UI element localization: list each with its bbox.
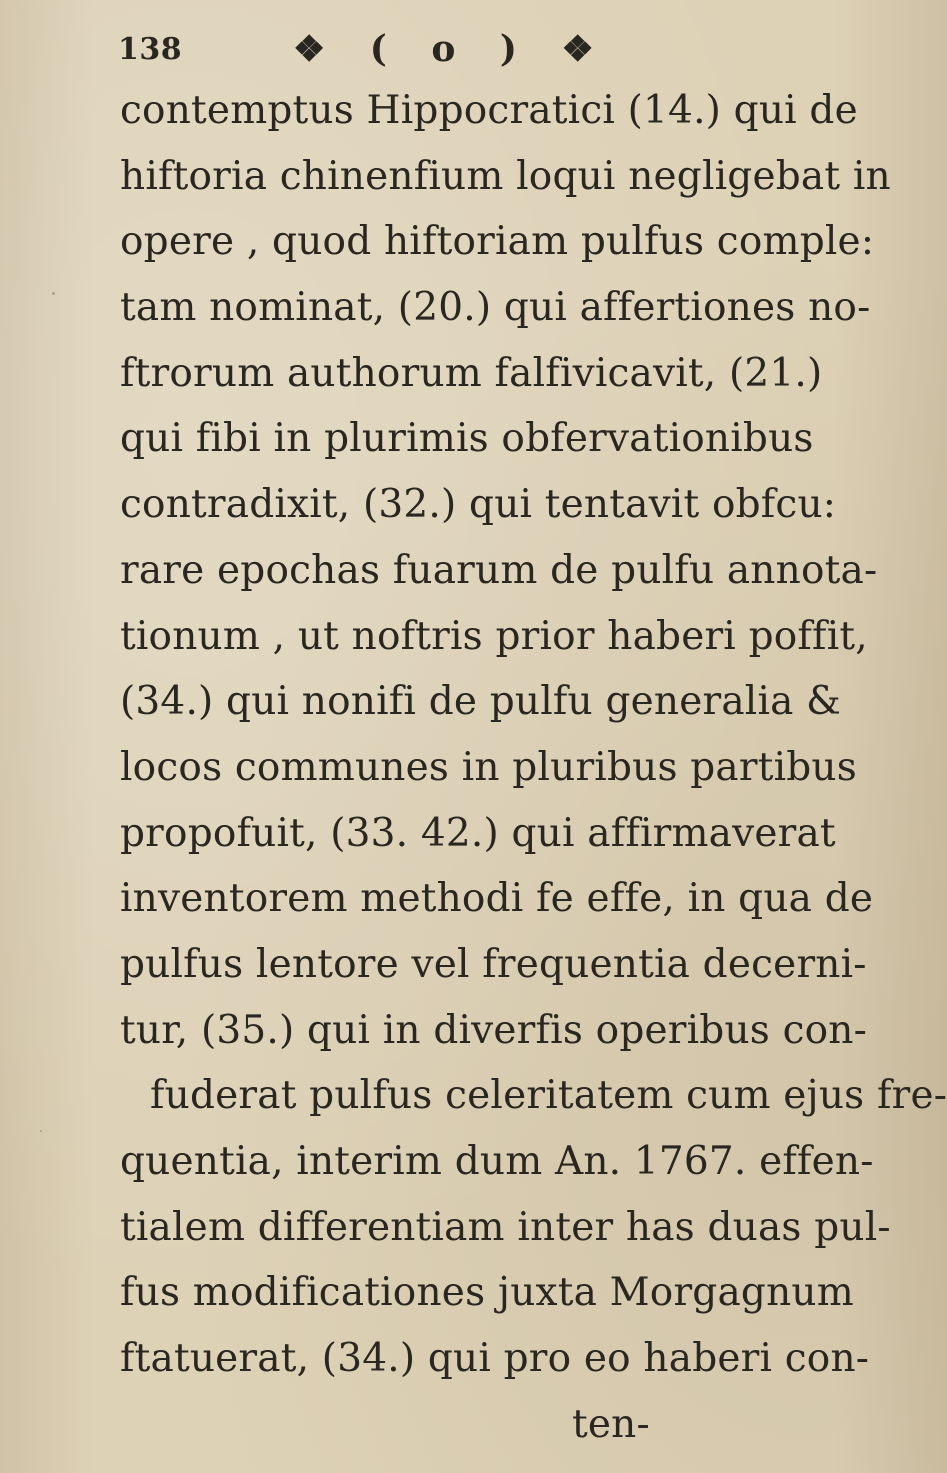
running-header [118,28,678,78]
text-line: rare epochas fuarum de pulfu annota- [120,547,878,593]
text-line: hiftoria chinenfium loqui negligebat in [120,153,891,199]
text-line: fuderat pulfus celeritatem cum ejus fre- [150,1073,947,1119]
text-line: inventorem methodi fe effe, in qua de [120,876,874,922]
text-line: qui fibi in plurimis obfervationibus [120,416,814,462]
page-number: 138 [118,32,183,67]
catchword: ten- [572,1401,650,1447]
text-line: tionum , ut noftris prior haberi poffit, [120,613,868,659]
text-line: tam nominat, (20.) qui affertiones no- [120,285,871,331]
text-line: tur, (35.) qui in diverfis operibus con- [120,1007,868,1053]
text-line: ftatuerat, (34.) qui pro eo haberi con- [120,1336,870,1382]
header-ornament: ❖ ( o ) ❖ [293,28,610,70]
text-line: locos communes in pluribus partibus [120,744,857,790]
text-line: tialem differentiam inter has duas pul- [120,1204,891,1250]
text-line: (34.) qui nonifi de pulfu generalia & [120,679,842,725]
text-line: opere , quod hiftoriam pulfus comple: [120,219,875,265]
text-line: propofuit, (33. 42.) qui affirmaverat [120,810,836,856]
text-line: fus modificationes juxta Morgagnum [120,1270,854,1316]
text-line: contradixit, (32.) qui tentavit obfcu: [120,482,837,528]
text-line: ftrorum authorum falfivicavit, (21.) [120,350,823,396]
text-line: quentia, interim dum An. 1767. effen- [120,1139,874,1184]
text-line: pulfus lentore vel frequentia decerni- [120,941,867,987]
text-line: contemptus Hippocratici (14.) qui de [120,88,858,133]
body-text [120,78,947,1457]
